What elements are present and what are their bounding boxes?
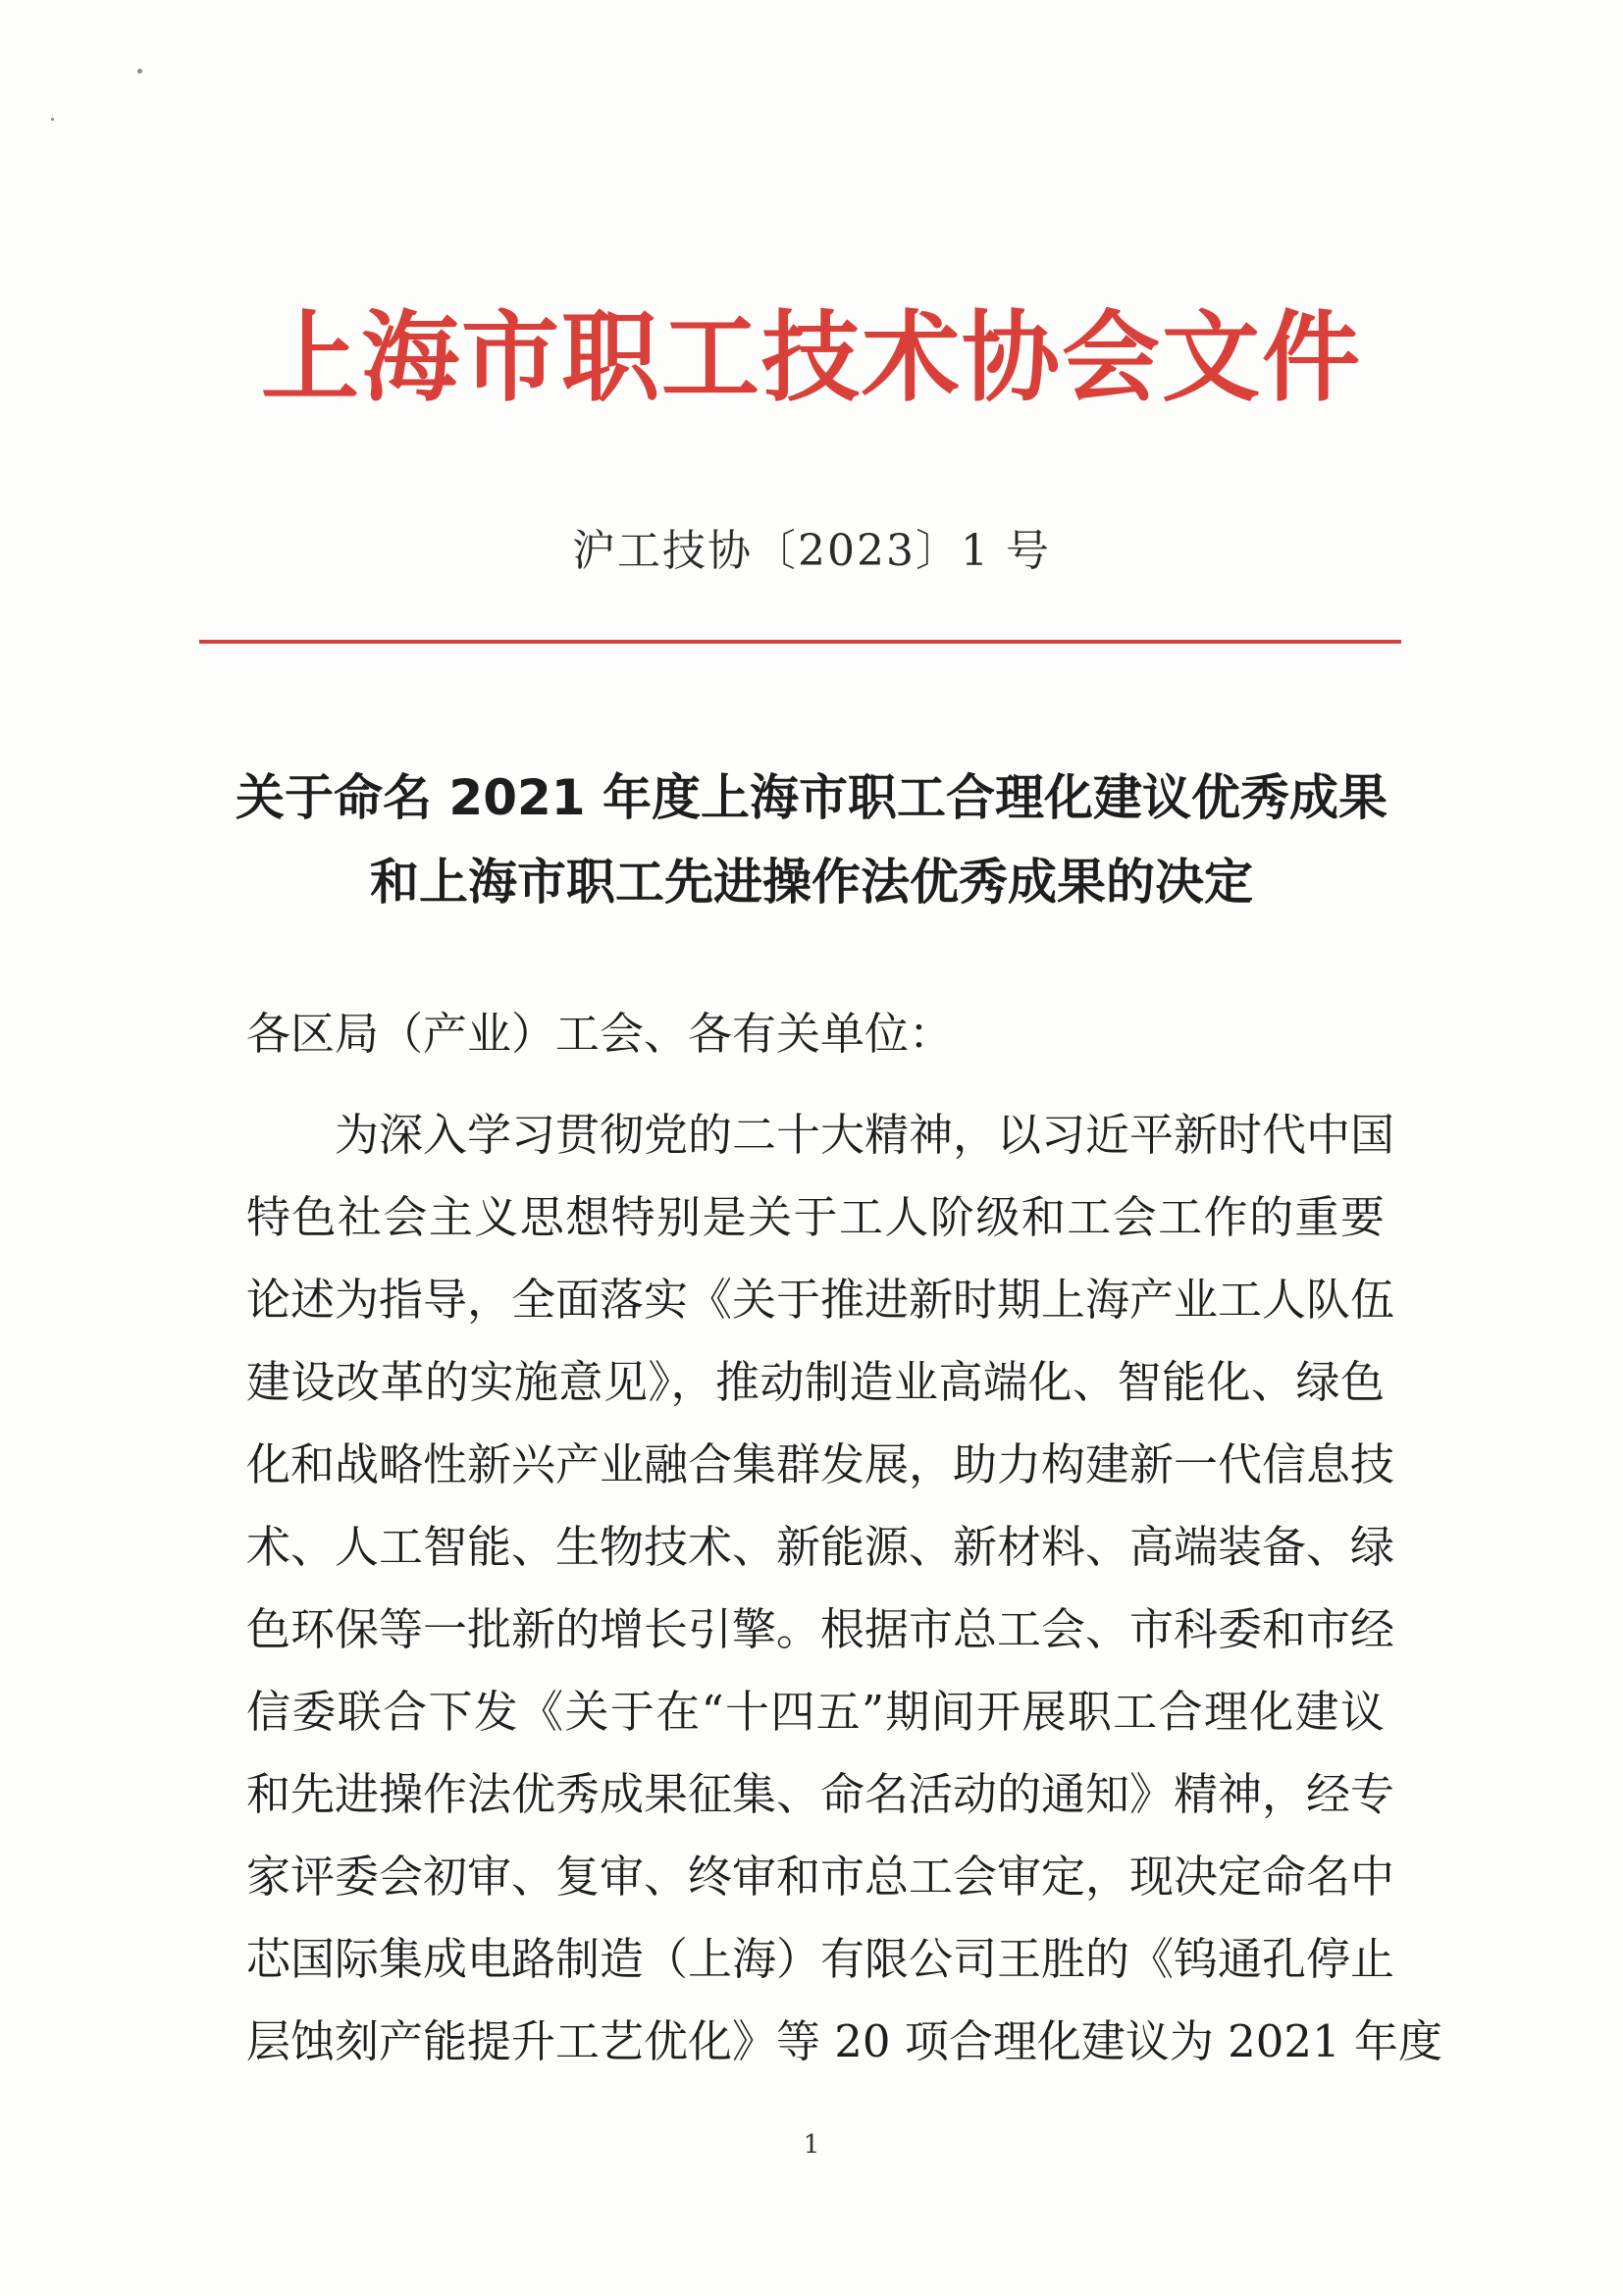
- red-divider-rule: [199, 640, 1401, 644]
- body-line: 化和战略性新兴产业融合集群发展，助力构建新一代信息技: [246, 1438, 1395, 1490]
- body-line: 论述为指导，全面落实《关于推进新时期上海产业工人队伍: [246, 1274, 1395, 1326]
- body-line: 芯国际集成电路制造（上海）有限公司王胜的《钨通孔停止: [246, 1933, 1395, 1985]
- document-title: [0, 756, 1623, 924]
- body-line: 和先进操作法优秀成果征集、命名活动的通知》精神，经专: [246, 1768, 1395, 1820]
- body-line: 层蚀刻产能提升工艺优化》等 20 项合理化建议为 2021 年度: [246, 2015, 1443, 2067]
- body-text: [246, 1094, 1443, 2083]
- masthead-title: 上海市职工技术协会文件: [261, 300, 1362, 415]
- body-line: 色环保等一批新的增长引擎。根据市总工会、市科委和市经: [246, 1603, 1395, 1655]
- document-title-line-1: 关于命名 2021 年度上海市职工合理化建议优秀成果: [236, 769, 1387, 826]
- document-title-line-2: 和上海市职工先进操作法优秀成果的决定: [370, 854, 1253, 911]
- body-line: 特色社会主义思想特别是关于工人阶级和工会工作的重要: [246, 1191, 1385, 1243]
- addressee-line: 各区局（产业）工会、各有关单位：: [246, 1008, 954, 1060]
- scan-speck: [51, 118, 54, 121]
- body-line: 为深入学习贯彻党的二十大精神，以习近平新时代中国: [335, 1109, 1395, 1161]
- body-line: 信委联合下发《关于在“十四五”期间开展职工合理化建议: [246, 1686, 1385, 1738]
- page-number: 1: [803, 2130, 820, 2160]
- scan-speck: [137, 69, 142, 74]
- body-line: 术、人工智能、生物技术、新能源、新材料、高端装备、绿: [246, 1521, 1395, 1573]
- body-line: 建设改革的实施意见》，推动制造业高端化、智能化、绿色: [246, 1356, 1385, 1408]
- body-line: 家评委会初审、复审、终审和市总工会审定，现决定命名中: [246, 1851, 1395, 1903]
- document-number: 沪工技协〔2023〕1 号: [572, 526, 1051, 576]
